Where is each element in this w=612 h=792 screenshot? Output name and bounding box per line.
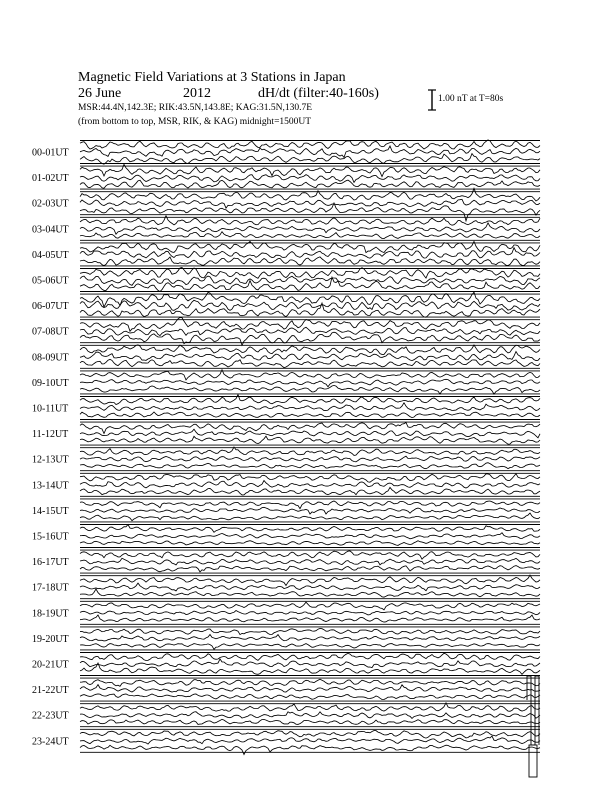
row-label: 19-20UT xyxy=(32,633,69,645)
trace-KAG xyxy=(80,140,540,149)
trace-RIK xyxy=(80,300,540,310)
row-11-12UT xyxy=(32,422,540,445)
row-label: 20-21UT xyxy=(32,659,69,671)
row-label: 03-04UT xyxy=(32,224,69,236)
stations-coordinates: MSR:44.4N,142.3E; RIK:43.5N,143.8E; KAG:31.5N,130.7E xyxy=(78,103,313,113)
trace-MSR xyxy=(80,589,540,597)
trace-KAG xyxy=(80,474,540,483)
trace-KAG xyxy=(80,551,540,559)
trace-MSR xyxy=(80,385,540,394)
date-label: 26 June xyxy=(78,86,122,101)
row-10-11UT xyxy=(32,395,540,420)
row-label: 11-12UT xyxy=(32,429,69,441)
row-13-14UT xyxy=(32,473,540,496)
row-label: 06-07UT xyxy=(32,301,69,313)
trace-MSR xyxy=(80,332,540,345)
trace-MSR xyxy=(80,436,540,444)
trace-MSR xyxy=(80,694,540,700)
row-label: 01-02UT xyxy=(32,173,69,185)
year-label: 2012 xyxy=(183,86,211,101)
row-label: 00-01UT xyxy=(32,147,69,159)
row-15-16UT xyxy=(32,525,540,548)
row-label: 04-05UT xyxy=(32,249,69,261)
trace-RIK xyxy=(80,611,540,615)
trace-KAG xyxy=(80,268,540,279)
trace-KAG xyxy=(80,188,540,201)
row-label: 09-10UT xyxy=(32,377,69,389)
row-20-21UT xyxy=(32,653,540,676)
trace-RIK xyxy=(80,327,540,335)
trace-MSR xyxy=(80,566,540,572)
row-23-24UT xyxy=(32,729,540,754)
row-label: 07-08UT xyxy=(32,326,69,338)
row-label: 14-15UT xyxy=(32,505,69,517)
trace-KAG xyxy=(80,525,540,533)
trace-RIK xyxy=(80,352,540,361)
row-06-07UT xyxy=(32,292,540,317)
trace-RIK xyxy=(80,685,540,693)
trace-MSR xyxy=(80,541,540,546)
trace-KAG xyxy=(80,628,540,634)
trace-RIK xyxy=(80,223,540,234)
trace-MSR xyxy=(80,180,540,188)
row-label: 10-11UT xyxy=(32,403,69,415)
row-07-08UT xyxy=(32,317,540,345)
trace-KAG xyxy=(80,731,540,739)
quantity-filter-label: dH/dt (filter:40-160s) xyxy=(258,86,379,101)
row-label: 15-16UT xyxy=(32,531,69,543)
trace-RIK xyxy=(80,481,540,489)
trace-MSR xyxy=(80,203,540,221)
row-label: 16-17UT xyxy=(32,557,69,569)
row-01-02UT xyxy=(32,164,540,189)
row-04-05UT xyxy=(32,241,540,266)
scale-bar xyxy=(428,90,436,110)
trace-MSR xyxy=(80,644,540,650)
scale-bar-label: 1.00 nT at T=80s xyxy=(438,94,504,104)
row-12-13UT xyxy=(32,447,540,471)
trace-RIK xyxy=(80,712,540,719)
row-21-22UT xyxy=(32,678,540,701)
row-09-10UT xyxy=(32,370,540,394)
spike-trace xyxy=(527,676,539,745)
row-label: 02-03UT xyxy=(32,198,69,210)
row-label: 17-18UT xyxy=(32,582,69,594)
row-19-20UT xyxy=(32,627,540,650)
trace-RIK xyxy=(80,558,540,565)
trace-MSR xyxy=(80,745,540,754)
trace-MSR xyxy=(80,232,540,239)
trace-MSR xyxy=(80,463,540,469)
row-18-19UT xyxy=(32,601,540,624)
row-label: 13-14UT xyxy=(32,480,69,492)
trace-MSR xyxy=(80,277,540,291)
row-08-09UT xyxy=(32,345,540,369)
row-17-18UT xyxy=(32,575,540,599)
trace-MSR xyxy=(80,303,540,317)
trace-RIK xyxy=(80,276,540,285)
trace-RIK xyxy=(80,507,540,514)
row-00-01UT xyxy=(32,140,540,164)
trace-KAG xyxy=(80,423,540,434)
row-label: 22-23UT xyxy=(32,710,69,722)
trace-MSR xyxy=(80,359,540,367)
trace-RIK xyxy=(80,659,540,668)
row-14-15UT xyxy=(32,499,540,522)
figure-title: Magnetic Field Variations at 3 Stations in Japan xyxy=(78,70,346,85)
trace-KAG xyxy=(80,602,540,610)
trace-KAG xyxy=(80,679,540,686)
trace-KAG xyxy=(80,501,540,509)
trace-RIK xyxy=(80,199,540,208)
trace-RIK xyxy=(80,583,540,591)
trace-RIK xyxy=(80,379,540,387)
trace-KAG xyxy=(80,653,540,660)
trace-RIK xyxy=(80,248,540,259)
row-label: 21-22UT xyxy=(32,685,69,697)
trace-RIK xyxy=(80,175,540,183)
trace-MSR xyxy=(80,719,540,724)
row-05-06UT xyxy=(32,268,540,292)
spike-box xyxy=(529,745,537,777)
trace-RIK xyxy=(80,403,540,411)
trace-RIK xyxy=(80,456,540,462)
trace-MSR xyxy=(80,154,540,165)
station-order-note: (from bottom to top, MSR, RIK, & KAG) midnight=1500UT xyxy=(78,117,312,127)
trace-MSR xyxy=(80,487,540,495)
row-16-17UT xyxy=(32,550,540,573)
trace-KAG xyxy=(80,447,540,455)
row-22-23UT xyxy=(32,703,540,727)
trace-MSR xyxy=(80,615,540,622)
row-03-04UT xyxy=(32,216,540,241)
trace-RIK xyxy=(80,533,540,539)
trace-KAG xyxy=(80,575,540,585)
trace-RIK xyxy=(80,635,540,641)
row-label: 18-19UT xyxy=(32,608,69,620)
trace-RIK xyxy=(80,429,540,438)
row-label: 05-06UT xyxy=(32,275,69,287)
row-label: 12-13UT xyxy=(32,454,69,466)
trace-RIK xyxy=(80,736,540,744)
row-02-03UT xyxy=(32,188,540,221)
row-label: 23-24UT xyxy=(32,736,69,748)
trace-KAG xyxy=(80,345,540,355)
trace-MSR xyxy=(80,412,540,418)
trace-MSR xyxy=(80,257,540,266)
row-label: 08-09UT xyxy=(32,352,69,364)
